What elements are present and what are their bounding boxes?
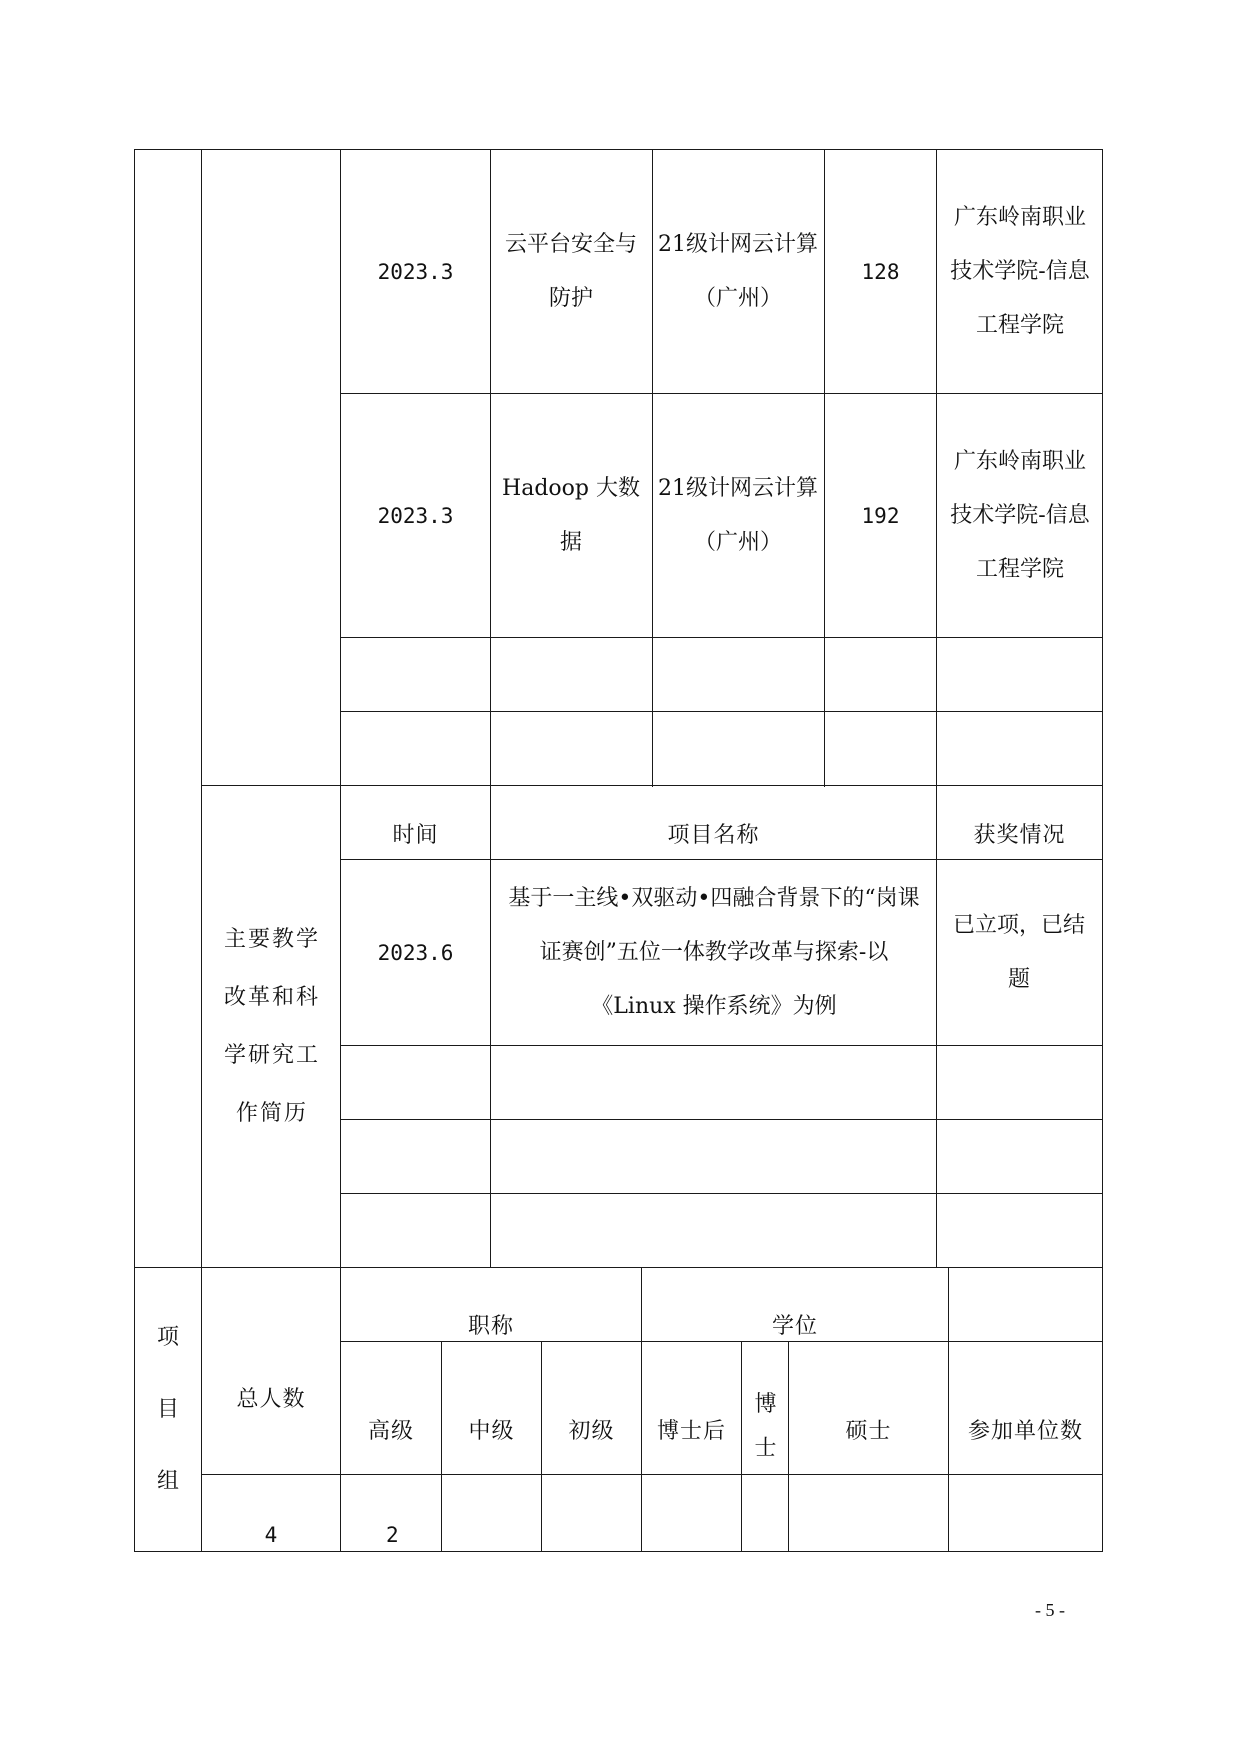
reform-header-award-text: 获奖情况 bbox=[973, 823, 1066, 848]
reform-section-label bbox=[220, 786, 324, 1267]
reform-time bbox=[341, 860, 490, 1045]
team-col-phd bbox=[755, 1380, 777, 1474]
reform-header-time bbox=[341, 812, 490, 860]
col-divider bbox=[652, 149, 653, 787]
team-col-master-text: 硕士 bbox=[845, 1419, 892, 1444]
team-total-label-text: 总人数 bbox=[236, 1387, 306, 1412]
reform-award bbox=[947, 860, 1091, 1045]
team-total-value-text: 4 bbox=[264, 1523, 278, 1547]
reform-time-text: 2023.6 bbox=[377, 940, 454, 965]
course-name bbox=[500, 394, 642, 637]
team-total-value bbox=[202, 1520, 340, 1550]
team-col-units-text: 参加单位数 bbox=[967, 1419, 1083, 1444]
course-hours-text: 128 bbox=[861, 259, 900, 284]
team-col-units bbox=[949, 1412, 1102, 1452]
page-number-text: - 5 - bbox=[1035, 1600, 1065, 1620]
team-col-postdoc-text: 博士后 bbox=[656, 1419, 726, 1444]
col-divider bbox=[741, 1341, 742, 1552]
team-col-senior-text: 高级 bbox=[367, 1419, 414, 1444]
team-title-header-text: 职称 bbox=[467, 1314, 514, 1339]
course-time-text: 2023.3 bbox=[377, 503, 454, 528]
reform-header-award bbox=[937, 812, 1102, 860]
course-time bbox=[341, 150, 490, 393]
reform-header-project bbox=[491, 812, 936, 860]
row-divider bbox=[340, 1119, 1103, 1120]
course-time bbox=[341, 394, 490, 637]
table-border-right bbox=[1102, 149, 1103, 1552]
col-divider bbox=[948, 1267, 949, 1552]
team-col-postdoc bbox=[642, 1412, 741, 1452]
team-col-phd-text: 博士 bbox=[754, 1392, 778, 1461]
course-unit-text: 广东岭南职业技术学院-信息工程学院 bbox=[950, 204, 1090, 338]
team-label bbox=[150, 1268, 186, 1551]
course-class-text: 21级计网云计算（广州） bbox=[658, 475, 818, 555]
course-hours bbox=[825, 150, 936, 393]
team-col-middle bbox=[442, 1412, 541, 1452]
row-divider bbox=[340, 711, 1103, 712]
course-hours-text: 192 bbox=[861, 503, 900, 528]
team-degree-header-text: 学位 bbox=[771, 1314, 818, 1339]
reform-project bbox=[500, 860, 928, 1045]
course-class bbox=[658, 150, 818, 393]
course-hours bbox=[825, 394, 936, 637]
team-senior-value bbox=[341, 1520, 441, 1550]
row-divider bbox=[202, 1474, 1103, 1475]
reform-header-time-text: 时间 bbox=[392, 823, 439, 848]
col-divider bbox=[936, 149, 937, 1267]
col-divider bbox=[201, 149, 202, 1552]
table-border-left bbox=[134, 149, 135, 1552]
team-col-senior bbox=[341, 1412, 441, 1452]
course-unit-text: 广东岭南职业技术学院-信息工程学院 bbox=[950, 448, 1090, 582]
course-unit bbox=[945, 150, 1095, 393]
course-time-text: 2023.3 bbox=[377, 259, 454, 284]
course-class-text: 21级计网云计算（广州） bbox=[658, 231, 818, 311]
team-col-junior bbox=[542, 1412, 641, 1452]
course-name bbox=[500, 150, 642, 393]
team-senior-value-text: 2 bbox=[386, 1523, 399, 1547]
row-divider bbox=[340, 1193, 1103, 1194]
course-class bbox=[658, 394, 818, 637]
course-name-text: 云平台安全与防护 bbox=[504, 231, 637, 311]
team-degree-header bbox=[642, 1312, 948, 1342]
col-divider bbox=[641, 1267, 642, 1552]
team-label-text: 项目组 bbox=[156, 1324, 179, 1494]
row-divider bbox=[340, 637, 1103, 638]
team-col-junior-text: 初级 bbox=[568, 1419, 615, 1444]
row-divider bbox=[340, 1045, 1103, 1046]
table-border-bottom bbox=[134, 1551, 1103, 1552]
reform-section-label-text: 主要教学改革和科学研究工作简历 bbox=[223, 926, 320, 1126]
team-col-master bbox=[789, 1412, 948, 1452]
page-number bbox=[1020, 1600, 1080, 1621]
col-divider bbox=[490, 149, 491, 1267]
reform-award-text: 已立项，已结题 bbox=[952, 912, 1085, 992]
team-col-middle-text: 中级 bbox=[468, 1419, 515, 1444]
course-unit bbox=[945, 394, 1095, 637]
reform-header-project-text: 项目名称 bbox=[667, 823, 760, 848]
team-total-label bbox=[202, 1380, 340, 1420]
team-title-header bbox=[341, 1312, 641, 1342]
section-divider bbox=[134, 1267, 1103, 1268]
course-name-text: Hadoop 大数据 bbox=[502, 475, 640, 555]
reform-project-text: 基于一主线•双驱动•四融合背景下的“岗课证赛创”五位一体教学改革与探索-以《Linux 操作系统》为例 bbox=[508, 885, 920, 1019]
